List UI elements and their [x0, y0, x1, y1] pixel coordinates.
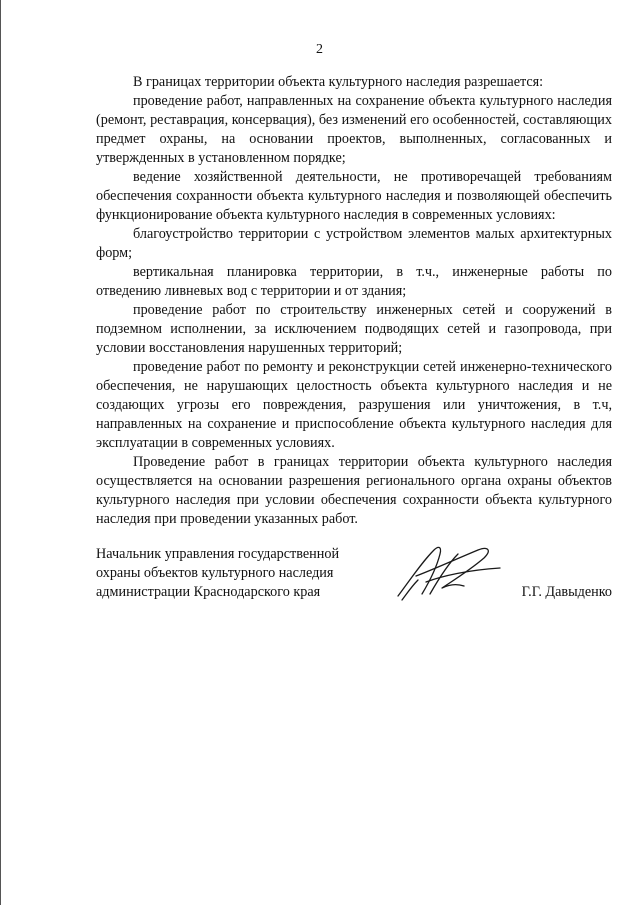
- paragraph-vertical-planning: вертикальная планировка территории, в т.ч., инженерные работы по отведению ливневых вод с территории и от здания;: [96, 264, 612, 299]
- page-left-border: [0, 0, 1, 905]
- signer-position-line: Начальник управления государственной: [96, 546, 340, 562]
- page-number: 2: [316, 42, 323, 57]
- paragraph-economic-activity: ведение хозяйственной деятельности, не противоречащей требованиям обеспечения сохранности объекта культурного наследия и позволяющей обеспечить функционирование объекта культурного наследия в современных условиях:: [96, 169, 612, 223]
- paragraph-permission-conditions: Проведение работ в границах территории объекта культурного наследия осуществляется на основании разрешения регионального органа охраны объектов культурного наследия при условии обеспечения сохранности объекта культурного наследия при проведении указанных работ.: [96, 454, 612, 527]
- signer-position-line: администрации Краснодарского края: [96, 584, 321, 600]
- paragraph-intro: В границах территории объекта культурного наследия разрешается:: [133, 74, 544, 90]
- paragraph-preservation-works: проведение работ, направленных на сохранение объекта культурного наследия (ремонт, реставрация, консервация), без изменений его особенностей, составляющих предмет охраны, на основании проектов, выполненных, согласованных и утвержденных в установленном порядке;: [96, 93, 612, 166]
- signer-position-line: охраны объектов культурного наследия: [96, 565, 334, 581]
- paragraph-network-repair: проведение работ по ремонту и реконструкции сетей инженерно-технического обеспечения, не нарушающих целостность объекта культурного наследия и не создающих угрозы его повреждения, разрушения или уничтожения, в т.ч, направленных на сохранение и приспособление объекта культурного наследия для эксплуатации в современных условиях.: [96, 359, 612, 451]
- handwritten-signature-icon: [392, 540, 504, 604]
- paragraph-landscaping: благоустройство территории с устройством элементов малых архитектурных форм;: [96, 226, 612, 261]
- document-body: [96, 73, 612, 529]
- signer-position: [96, 545, 396, 602]
- signature-block: [96, 545, 612, 605]
- signer-name: Г.Г. Давыденко: [521, 584, 612, 600]
- paragraph-underground-networks: проведение работ по строительству инженерных сетей и сооружений в подземном исполнении, за исключением подводящих сетей и газопровода, при условии восстановления нарушенных территорий;: [96, 302, 612, 356]
